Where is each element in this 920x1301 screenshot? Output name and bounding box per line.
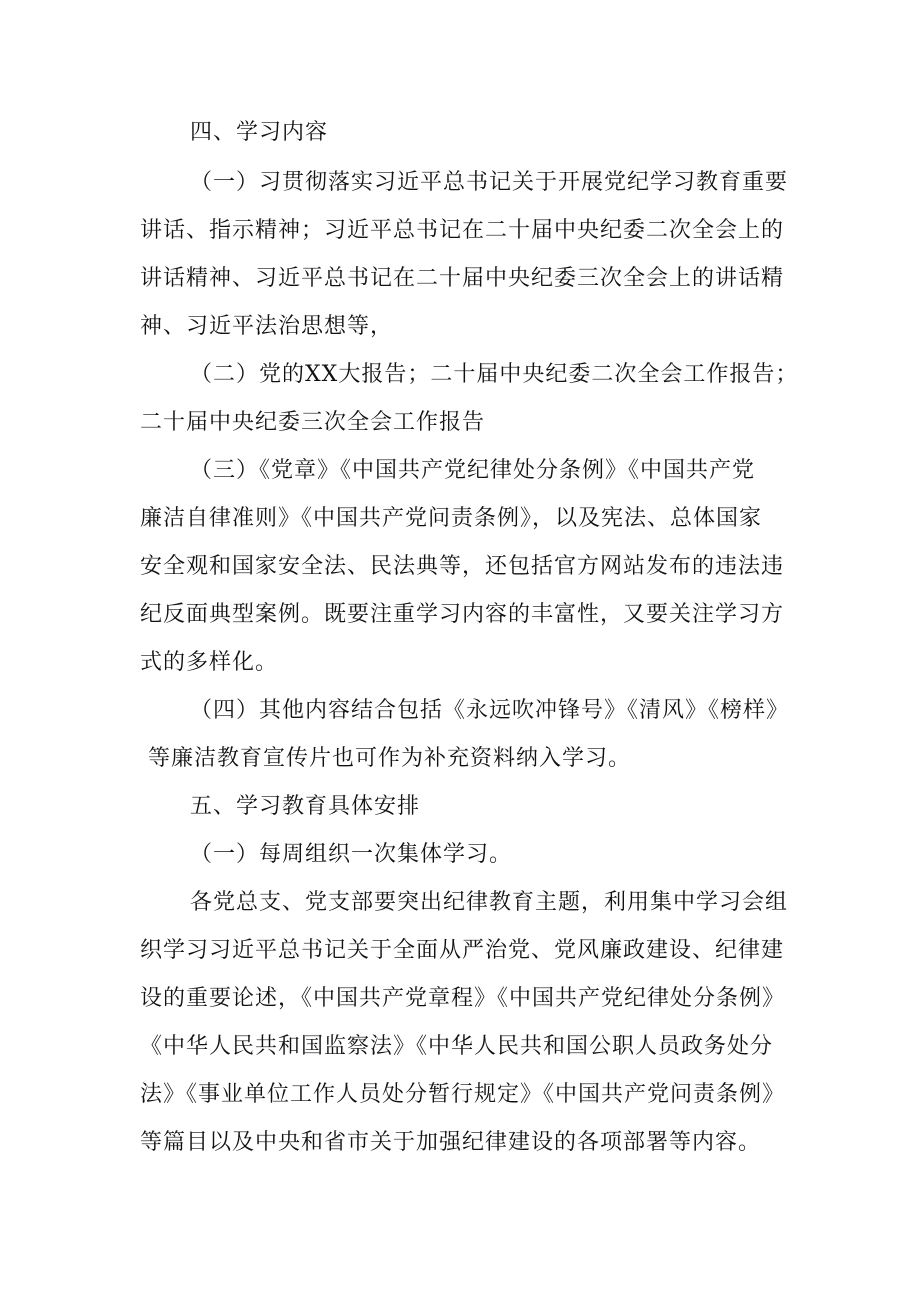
section-4-item-3-line-2: 廉洁自律准则》《中国共产党问责条例》，以及宪法、总体国家 — [140, 506, 763, 531]
section-5-item-1-line-4: 《中华人民共和国监察法》《中华人民共和国公职人员政务处分 — [140, 1034, 774, 1059]
section-5-item-1-line-5: 法》《事业单位工作人员处分暂行规定》《中国共产党问责条例》 — [140, 1082, 786, 1107]
section-4-item-2-line-2: 二十届中央纪委三次全会工作报告 — [140, 410, 486, 435]
section-4-heading: 四、学习内容 — [190, 120, 329, 145]
section-4-item-4-line-2: 等廉洁教育宣传片也可作为补充资料纳入学习。 — [148, 746, 632, 771]
section-4-item-1-line-4: 神、习近平法治思想等， — [140, 314, 394, 339]
section-4-item-2-line-1: （二）党的XX大报告；二十届中央纪委二次全会工作报告； — [190, 362, 799, 387]
section-5-item-1-line-1: 各党总支、党支部要突出纪律教育主题，利用集中学习会组 — [190, 890, 789, 915]
section-4-item-1-line-3: 讲话精神、习近平总书记在二十届中央纪委三次全会上的讲话精 — [140, 266, 785, 291]
section-5-item-1-title: （一）每周组织一次集体学习。 — [190, 842, 513, 867]
section-4-item-3-line-1: （三）《党章》《中国共产党纪律处分条例》《中国共产党 — [190, 458, 756, 483]
section-4-item-4-line-1: （四）其他内容结合包括《永远吹冲锋号》《清风》《榜样》 — [190, 698, 790, 723]
section-4-item-3-line-3: 安全观和国家安全法、民法典等，还包括官方网站发布的违法违 — [140, 554, 785, 579]
section-4-item-3-line-5: 式的多样化。 — [140, 650, 279, 675]
section-4-item-3-line-4: 纪反面典型案例。既要注重学习内容的丰富性，又要关注学习方 — [140, 602, 785, 627]
section-4-item-1-line-2: 讲话、指示精神；习近平总书记在二十届中央纪委二次全会上的 — [140, 218, 785, 243]
section-5-item-1-line-3: 设的重要论述，《中国共产党章程》《中国共产党纪律处分条例》 — [140, 986, 786, 1011]
section-5-heading: 五、学习教育具体安排 — [190, 794, 421, 819]
section-5-item-1-line-2: 织学习习近平总书记关于全面从严治党、党风廉政建设、纪律建 — [140, 938, 785, 963]
section-5-item-1-line-6: 等篇目以及中央和省市关于加强纪律建设的各项部署等内容。 — [140, 1130, 762, 1155]
section-4-item-1-line-1: （一）习贯彻落实习近平总书记关于开展党纪学习教育重要 — [190, 170, 789, 195]
